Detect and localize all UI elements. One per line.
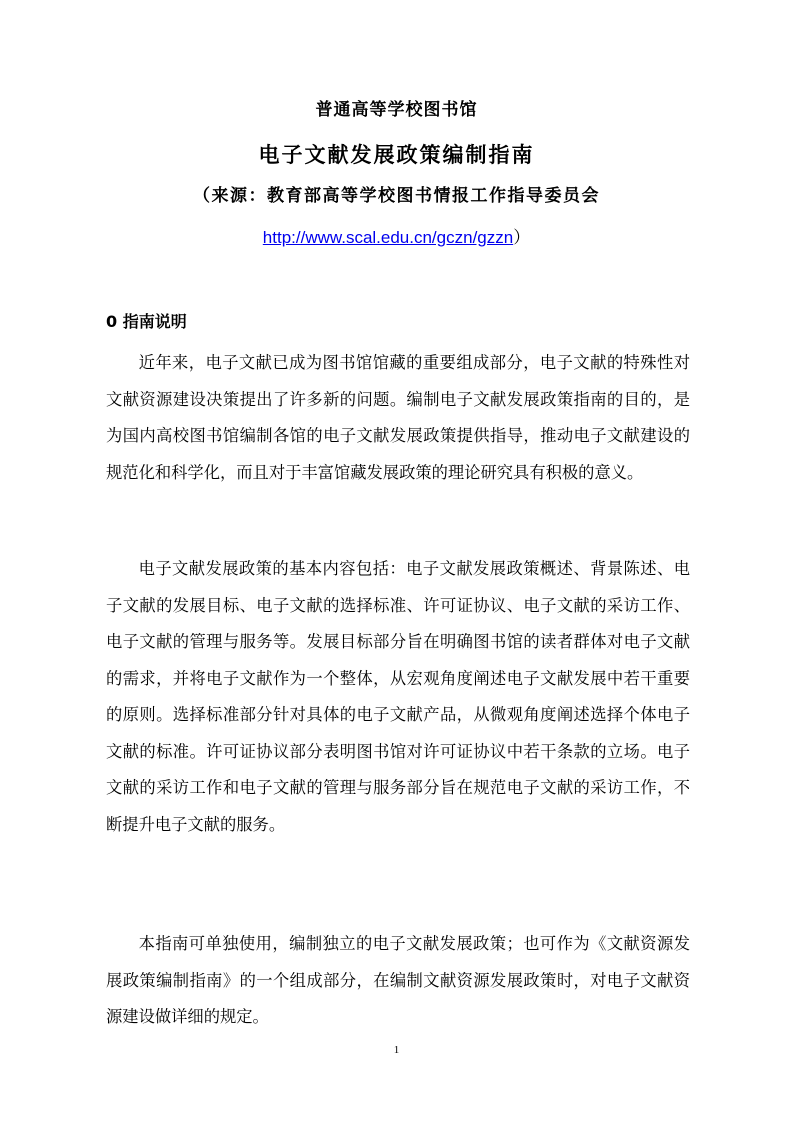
source-url-line bbox=[0, 225, 793, 251]
body-paragraph-2: 电子文献发展政策的基本内容包括：电子文献发展政策概述、背景陈述、电子文献的发展目标、电子文献的选择标准、许可证协议、电子文献的采访工作、电子文献的管理与服务等。发展目标部分旨在明确图书馆的读者群体对电子文献的需求，并将电子文献作为一个整体，从宏观角度阐述电子文献发展中若干重要的原则。选择标准部分针对具体的电子文献产品，从微观角度阐述选择个体电子文献的标准。许可证协议部分表明图书馆对许可证协议中若干条款的立场。电子文献的采访工作和电子文献的管理与服务部分旨在规范电子文献的采访工作，不断提升电子文献的服务。 bbox=[106, 559, 690, 834]
body-paragraph-3: 本指南可单独使用，编制独立的电子文献发展政策；也可作为《文献资源发展政策编制指南》的一个组成部分，在编制文献资源发展政策时，对电子文献资源建设做详细的规定。 bbox=[106, 934, 690, 1026]
source-url-link[interactable]: http://www.scal.edu.cn/gczn/gzzn bbox=[262, 228, 514, 247]
body-paragraph-1: 近年来，电子文献已成为图书馆馆藏的重要组成部分，电子文献的特殊性对文献资源建设决策提出了许多新的问题。编制电子文献发展政策指南的目的，是为国内高校图书馆编制各馆的电子文献发展政策提供指导，推动电子文献建设的规范化和科学化，而且对于丰富馆藏发展政策的理论研究具有积极的意义。 bbox=[106, 353, 690, 482]
document-org-heading: 普通高等学校图书馆 bbox=[315, 100, 478, 120]
source-url-close-paren: ） bbox=[513, 228, 531, 247]
document-source-line: （来源：教育部高等学校图书情报工作指导委员会 bbox=[193, 186, 600, 206]
page-number: 1 bbox=[393, 1044, 400, 1056]
document-title: 电子文献发展政策编制指南 bbox=[258, 142, 535, 167]
section-title: 0 指南说明 bbox=[106, 312, 187, 331]
